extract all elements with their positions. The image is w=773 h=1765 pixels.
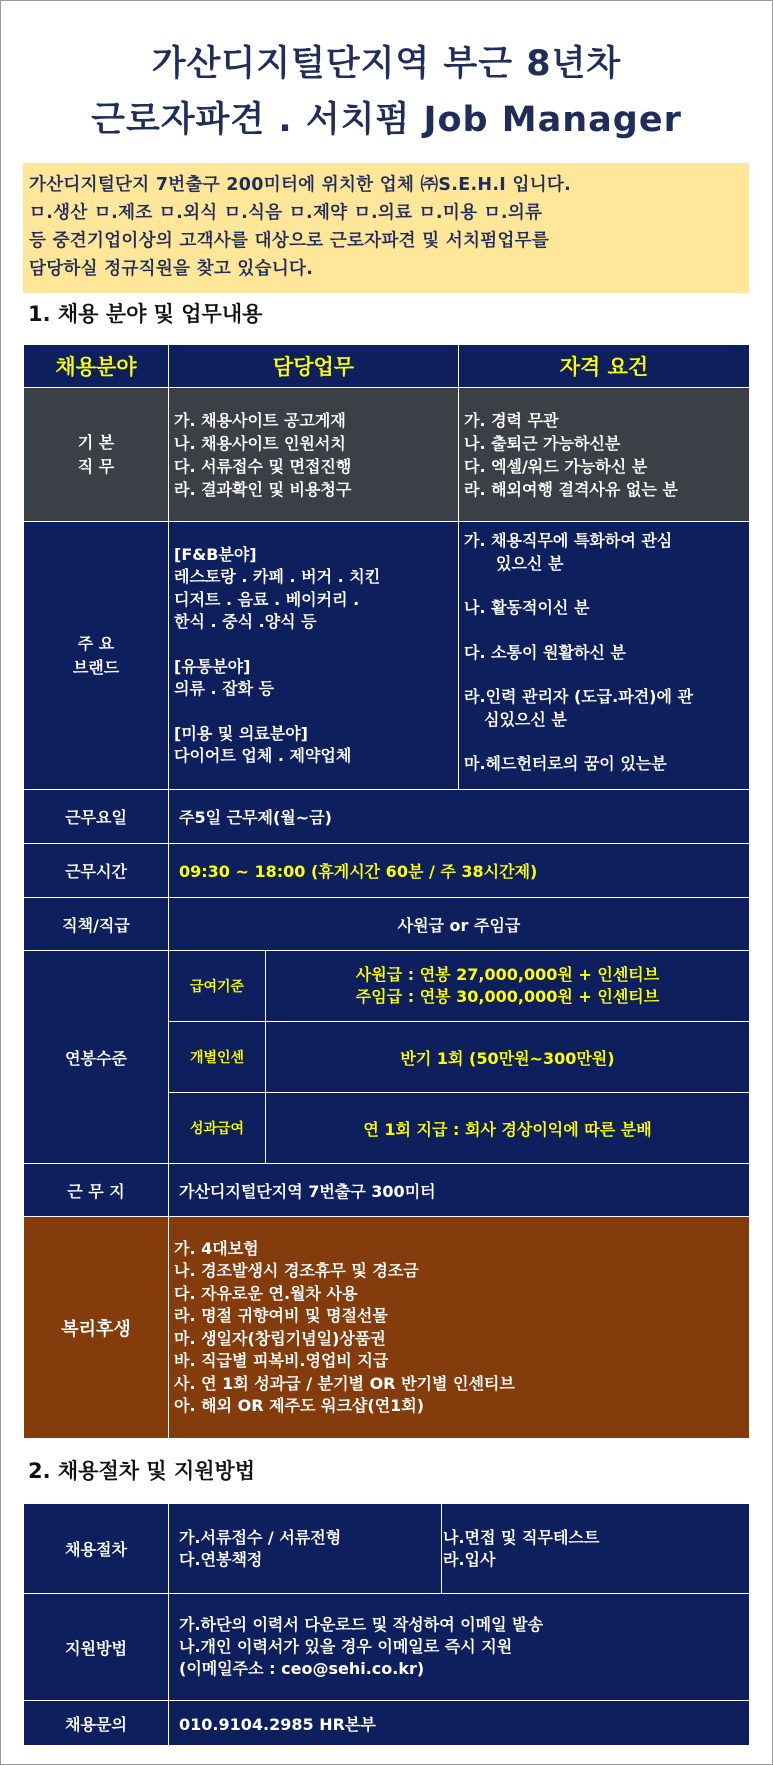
list-item: 나. 활동적이신 분 [464,598,590,617]
workdays-row [24,790,750,844]
brand-list [169,522,459,790]
section1-title: 1. 채용 분야 및 업무내용 [28,302,263,326]
list-item: 바. 직급별 피복비.영업비 지급 [174,1351,389,1370]
list-item: 있으신 분 [496,553,564,573]
workdays-label: 근무요일 [24,790,169,844]
brand-requirement-list [459,522,750,790]
list-item: 라.인력 관리자 (도급.파견)에 관 [464,687,693,706]
intro-line: ㅁ.생산 ㅁ.제조 ㅁ.외식 ㅁ.식음 ㅁ.제약 ㅁ.의료 ㅁ.미용 ㅁ.의류 [29,203,543,223]
salary-performance-label: 성과급여 [169,1093,266,1164]
list-item: 다. 엑셀/워드 가능하신 분 [464,456,648,476]
list-item: 가.하단의 이력서 다운로드 및 작성하여 이메일 발송 [179,1615,544,1634]
position-label: 직책/직급 [24,898,169,951]
list-item: [유통분야] [174,656,251,676]
header-field: 채용분야 [24,345,169,388]
list-item: 디저트 . 음료 . 베이커리 . [174,589,360,609]
list-item: 다. 서류접수 및 면접진행 [174,456,352,476]
basic-duty-row [24,388,750,522]
brand-row [24,522,750,790]
hours-value: 09:30 ~ 18:00 (휴게시간 60분 / 주 38시간제) [169,844,750,898]
list-item: 마.헤드헌터로의 꿈이 있는분 [464,754,667,773]
process-steps-right [442,1504,750,1594]
apply-list [169,1594,750,1701]
welfare-label: 복리후생 [24,1217,169,1439]
contact-value: 010.9104.2985 HR본부 [169,1701,750,1746]
section2-title: 2. 채용절차 및 지원방법 [28,1459,256,1483]
list-item: 나. 경조발생시 경조휴무 및 경조금 [174,1261,419,1280]
list-item: 마. 생일자(창립기념일)상품권 [174,1328,386,1348]
list-item: 가.서류접수 / 서류전형 [179,1527,342,1547]
header-requirements: 자격 요건 [459,345,750,388]
list-item: 나.면접 및 직무테스트 [443,1527,600,1547]
table-header-row [24,345,750,388]
list-item: 아. 해외 OR 제주도 워크샵(연1회) [174,1396,425,1415]
list-item: 가. 채용사이트 공고게재 [174,410,346,430]
location-row [24,1164,750,1217]
salary-incentive-label: 개별인센 [169,1022,266,1093]
list-item: [F&B분야] [174,544,257,564]
list-item: 다. 소통이 원활하신 분 [464,642,626,662]
list-item: 가. 채용직무에 특화하여 관심 [464,531,673,550]
intro-line: 담당하실 정규직원을 찾고 있습니다. [29,259,314,279]
basic-duty-label: 기 본 직 무 [24,388,169,522]
salary-base-label: 급여기준 [169,951,266,1022]
list-item: 라. 해외여행 결격사유 없는 분 [464,479,678,499]
list-item: 다.연봉책정 [179,1549,263,1569]
position-row [24,898,750,951]
salary-performance-value: 연 1회 지급 : 회사 경상이익에 따른 분배 [266,1093,750,1164]
process-steps-left [169,1504,442,1594]
list-item: 나. 채용사이트 인원서치 [174,433,346,453]
welfare-row [24,1217,750,1439]
email-text: (이메일주소 : ceo@sehi.co.kr) [179,1659,425,1678]
list-item: 나.개인 이력서가 있을 경우 이메일로 즉시 지원 [179,1637,513,1656]
basic-requirement-list [459,388,750,522]
salary-label: 연봉수준 [24,951,169,1164]
contact-label: 채용문의 [24,1701,169,1746]
list-item: 다. 자유로운 연.월차 사용 [174,1283,358,1303]
list-item: 의류 . 잡화 등 [174,679,275,698]
basic-duty-list [169,388,459,522]
brand-label: 주 요 브랜드 [24,522,169,790]
job-detail-table [23,344,750,1439]
position-value: 사원급 or 주임급 [169,898,750,951]
list-item: 라. 명절 귀향여비 및 명절선물 [174,1306,388,1325]
apply-label: 지원방법 [24,1594,169,1701]
process-label: 채용절차 [24,1504,169,1594]
header-duties: 담당업무 [169,345,459,388]
salary-base-value: 사원급 : 연봉 27,000,000원 + 인센티브 주임급 : 연봉 30,000,000원 + 인센티브 [266,951,750,1022]
application-table [23,1503,750,1746]
welfare-list [169,1217,750,1439]
hours-label: 근무시간 [24,844,169,898]
list-item: 라. 결과확인 및 비용청구 [174,479,352,499]
salary-base-row [24,951,750,1022]
process-row [24,1504,750,1594]
workdays-value: 주5일 근무제(월~금) [169,790,750,844]
apply-row [24,1594,750,1701]
location-value: 가산디지털단지역 7번출구 300미터 [169,1164,750,1217]
list-item: 가. 경력 무관 [464,410,559,430]
list-item: 레스토랑 . 카페 . 버거 . 치킨 [174,567,381,586]
list-item: 심있으신 분 [484,709,567,729]
page-title-line2: 근로자파견 . 서치펌 Job Manager [91,100,682,140]
list-item: 한식 . 중식 .양식 등 [174,612,317,631]
location-label: 근 무 지 [24,1164,169,1217]
intro-line: 등 중견기업이상의 고객사를 대상으로 근로자파견 및 서치펌업무를 [29,231,550,251]
page-title-line1: 가산디지털단지역 부근 8년차 [151,44,622,84]
list-item: 다이어트 업체 . 제약업체 [174,746,352,765]
intro-line: 가산디지털단지 7번출구 200미터에 위치한 업체 ㈜S.E.H.I 입니다. [29,175,572,195]
list-item: 나. 출퇴근 가능하신분 [464,433,621,453]
list-item: 라.입사 [443,1549,496,1569]
intro-box [23,163,749,293]
list-item: 가. 4대보험 [174,1238,259,1258]
hours-row [24,844,750,898]
contact-row [24,1701,750,1746]
list-item: 사. 연 1회 성과급 / 분기별 OR 반기별 인센티브 [174,1373,515,1393]
list-item: [미용 및 의료분야] [174,723,308,743]
salary-incentive-value: 반기 1회 (50만원~300만원) [266,1022,750,1093]
